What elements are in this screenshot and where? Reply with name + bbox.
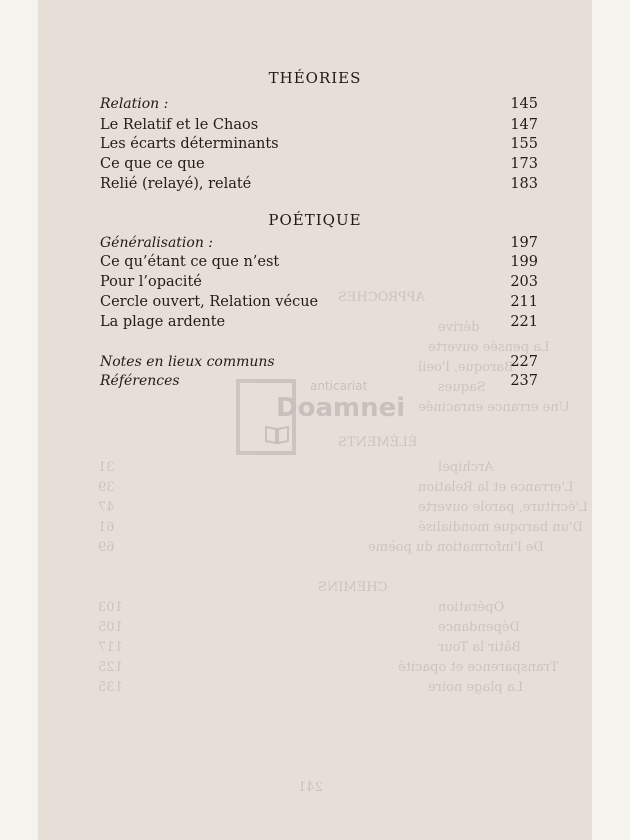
book-page: [38, 0, 592, 840]
entry-label: Relation :: [100, 96, 169, 112]
entry-label: Généralisation :: [100, 235, 214, 251]
entry-page: 183: [510, 176, 538, 192]
entry-page: 237: [510, 373, 538, 389]
toc-entry: [100, 235, 538, 255]
entry-label: Ce que ce que: [100, 156, 205, 172]
section-title-poetique: POÉTIQUE: [268, 211, 362, 229]
entry-page: 155: [510, 136, 538, 152]
entry-label: Les écarts déterminants: [100, 136, 279, 152]
watermark-logo: [236, 375, 436, 460]
entry-page: 203: [510, 274, 538, 290]
entry-page: 199: [510, 254, 538, 270]
book-icon: [264, 423, 290, 445]
entry-page: 147: [510, 117, 538, 133]
section-title-theories: THÉORIES: [268, 69, 362, 87]
toc-entry: [100, 156, 538, 176]
watermark-big-text: Doamnei: [276, 393, 406, 423]
entry-page: 227: [510, 354, 538, 370]
toc-entry: [100, 96, 538, 116]
watermark-small-text: anticariat: [310, 379, 368, 393]
toc-entry: [100, 274, 538, 294]
entry-label: Notes en lieux communs: [100, 354, 275, 370]
show-through-text: APPROCHES dérive La pensée ouverte Baroque, l'oeil Saques Une errance enracinée ÉLÉMENTS Archipel L'errance et la Relation L'écriture, parole ouverte D'un baroque mondialisé De l'information du poème CHEMINS Opération Dépendance Bâtir la Tour Transparence et opacité La plage noire 103 105 117 125 135 31 39 47 61 69 241: [98, 290, 588, 795]
entry-label: Cercle ouvert, Relation vécue: [100, 294, 319, 310]
toc-entry: [100, 117, 538, 137]
entry-label: Ce qu’étant ce que n’est: [100, 254, 280, 270]
toc-entry: [100, 254, 538, 274]
entry-page: 221: [510, 314, 538, 330]
toc-entry-notes: [100, 354, 538, 374]
toc-entry: [100, 176, 538, 196]
toc-entry: [100, 294, 538, 314]
entry-label: Relié (relayé), relaté: [100, 176, 252, 192]
entry-label: La plage ardente: [100, 314, 226, 330]
entry-label: Pour l’opacité: [100, 274, 202, 290]
toc-entry: [100, 136, 538, 156]
toc-entry: [100, 314, 538, 334]
entry-label: Le Relatif et le Chaos: [100, 117, 259, 133]
entry-page: 197: [510, 235, 538, 251]
entry-page: 145: [510, 96, 538, 112]
entry-page: 211: [510, 294, 538, 310]
entry-label: Références: [100, 373, 180, 389]
entry-page: 173: [510, 156, 538, 172]
